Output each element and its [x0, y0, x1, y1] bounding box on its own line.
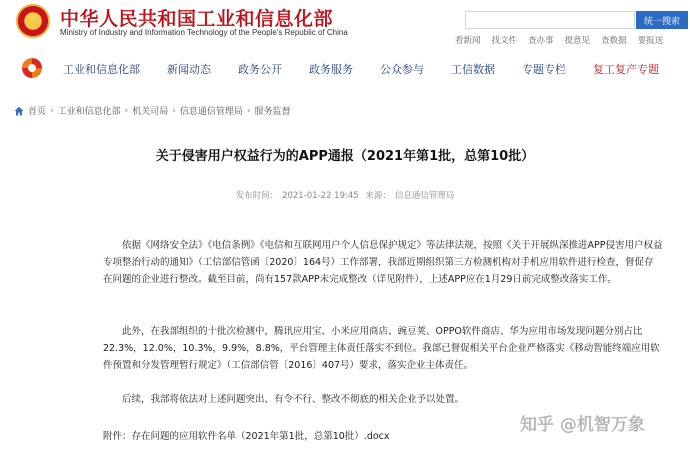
main-nav	[0, 52, 690, 82]
breadcrumb-separator: ›	[172, 105, 176, 116]
breadcrumb-separator: ›	[246, 105, 251, 116]
published-label: 发布时间：	[235, 191, 279, 201]
nav-item-ministry[interactable]: 工业和信息化部	[63, 63, 140, 76]
ministry-logo-icon	[22, 58, 42, 78]
nav-item-resumption[interactable]: 复工复产专题	[593, 63, 659, 76]
search-input[interactable]	[465, 11, 635, 29]
quick-links	[455, 34, 663, 46]
quick-link-report[interactable]: 要报送	[637, 36, 664, 46]
breadcrumb-service-supervision[interactable]: 服务监督	[254, 107, 291, 117]
nav-item-services[interactable]: 政务服务	[309, 63, 353, 76]
nav-item-gov-affairs[interactable]: 政务公开	[238, 63, 282, 76]
article-title: 关于侵害用户权益行为的APP通报（2021年第1批，总第10批）	[155, 149, 535, 164]
quick-link-files[interactable]: 找文件	[491, 36, 518, 46]
article-paragraph: 后续，我部将依法对上述问题突出、有令不行、整改不彻底的相关企业予以处置。	[122, 394, 465, 405]
nav-item-data[interactable]: 工信数据	[451, 63, 495, 76]
quick-link-feedback[interactable]: 提意见	[564, 36, 591, 46]
article-paragraph: 此外，在我部组织的十批次检测中，腾讯应用宝、小米应用商店、豌豆荚、OPPO软件商店、华为应用市场发现问题分别占比22.3%，12.0%，10.3%，9.9%，8.8%，平台管理主体责任落实不到位。我部已督促相关平台企业严格落实《移动智能终端应用软件预置和分发管理暂行规定》（工信部信管〔2016〕407号）要求，落实企业主体责任。	[103, 326, 660, 371]
attachment-link[interactable]: 附件：存在问题的应用软件名单（2021年第1批，总第10批）.docx	[103, 431, 390, 442]
home-icon	[14, 106, 24, 116]
article-paragraph: 依据《网络安全法》《电信条例》《电信和互联网用户个人信息保护规定》等法律法规，按照《关于开展纵深推进APP侵害用户权益专项整治行动的通知》（工信部信管函〔2020〕164号）工作部署，我部近期组织第三方检测机构对手机应用软件进行检查，督促存在问题的企业进行整改。截至目前，尚有157款APP未完成整改（详见附件），上述APP应在1月29日前完成整改落实工作。	[103, 240, 663, 285]
breadcrumb-departments[interactable]: 机关司局	[132, 107, 169, 117]
breadcrumb-separator: ›	[50, 105, 54, 116]
search-button[interactable]: 统一搜索	[636, 11, 688, 29]
watermark: 知乎 @机智万象	[520, 415, 645, 435]
site-header	[0, 0, 690, 50]
published-time: 2021-01-22 19:45	[282, 191, 359, 201]
quick-link-news[interactable]: 看新闻	[455, 36, 481, 46]
nav-item-news[interactable]: 新闻动态	[167, 63, 211, 76]
quick-link-data[interactable]: 查数据	[601, 36, 627, 46]
breadcrumb-separator: ›	[124, 105, 129, 116]
breadcrumb	[14, 104, 291, 117]
source-label: 来源：	[365, 191, 391, 201]
nav-item-participation[interactable]: 公众参与	[380, 63, 424, 76]
national-emblem-icon	[16, 4, 50, 38]
source-value: 信息通信管理局	[394, 191, 455, 201]
article-meta	[0, 189, 690, 201]
site-subtitle: Ministry of Industry and Information Technology of the People's Republic of China	[60, 28, 348, 37]
breadcrumb-home[interactable]: 首页	[28, 107, 47, 117]
nav-item-topics[interactable]: 专题专栏	[522, 63, 566, 76]
quick-link-services[interactable]: 查办事	[528, 36, 554, 46]
breadcrumb-ministry[interactable]: 工业和信息化部	[57, 107, 121, 117]
site-title[interactable]: 中华人民共和国工业和信息化部	[60, 8, 334, 30]
breadcrumb-ict-bureau[interactable]: 信息通信管理局	[179, 107, 243, 117]
